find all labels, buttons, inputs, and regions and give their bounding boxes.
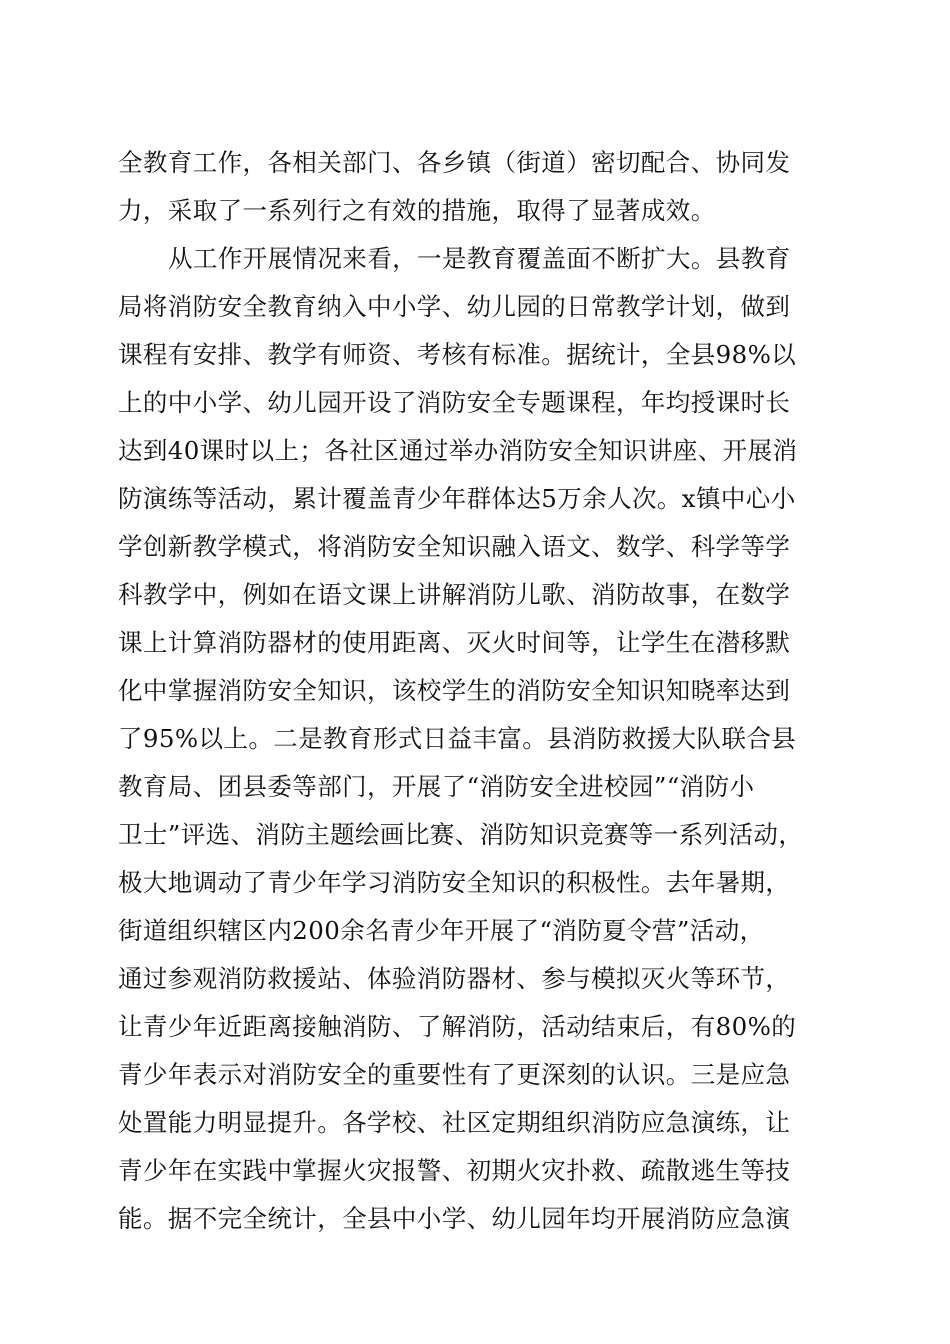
text-line: 极大地调动了青少年学习消防安全知识的积极性。去年暑期， xyxy=(118,868,791,897)
text-line: 学创新教学模式，将消防安全知识融入语文、数学、科学等学 xyxy=(118,532,791,561)
text-line: 防演练等活动，累计覆盖青少年群体达5万余人次。x镇中心小 xyxy=(118,484,796,513)
paragraph-first-line: 从工作开展情况来看，一是教育覆盖面不断扩大。县教育 xyxy=(168,244,791,273)
text-line: 局将消防安全教育纳入中小学、幼儿园的日常教学计划，做到 xyxy=(118,292,791,321)
text-line: 青少年在实践中掌握火灾报警、初期火灾扑救、疏散逃生等技 xyxy=(118,1156,791,1185)
text-line: 青少年表示对消防安全的重要性有了更深刻的认识。三是应急 xyxy=(118,1060,791,1089)
text-line: 能。据不完全统计，全县中小学、幼儿园年均开展消防应急演 xyxy=(118,1204,791,1233)
text-line: 卫士”评选、消防主题绘画比赛、消防知识竞赛等一系列活动， xyxy=(118,820,804,849)
text-line: 达到40课时以上；各社区通过举办消防安全知识讲座、开展消 xyxy=(118,436,798,465)
text-line: 处置能力明显提升。各学校、社区定期组织消防应急演练，让 xyxy=(118,1108,791,1137)
text-line: 了95%以上。二是教育形式日益丰富。县消防救援大队联合县 xyxy=(118,724,797,753)
text-line: 全教育工作，各相关部门、各乡镇（街道）密切配合、协同发 xyxy=(118,148,791,177)
text-line: 化中掌握消防安全知识，该校学生的消防安全知识知晓率达到 xyxy=(118,676,791,705)
text-line: 科教学中，例如在语文课上讲解消防儿歌、消防故事，在数学 xyxy=(118,580,791,609)
text-line: 街道组织辖区内200余名青少年开展了“消防夏令营”活动， xyxy=(118,916,765,945)
text-line: 力，采取了一系列行之有效的措施，取得了显著成效。 xyxy=(118,196,716,225)
text-line: 让青少年近距离接触消防、了解消防，活动结束后，有80%的 xyxy=(118,1012,797,1041)
text-line: 课程有安排、教学有师资、考核有标准。据统计，全县98%以 xyxy=(118,340,797,369)
text-line: 通过参观消防救援站、体验消防器材、参与模拟灭火等环节， xyxy=(118,964,791,993)
text-line: 上的中小学、幼儿园开设了消防安全专题课程，年均授课时长 xyxy=(118,388,791,417)
text-line: 教育局、团县委等部门，开展了“消防安全进校园”“消防小 xyxy=(118,772,755,801)
text-line: 课上计算消防器材的使用距离、灭火时间等，让学生在潜移默 xyxy=(118,628,791,657)
